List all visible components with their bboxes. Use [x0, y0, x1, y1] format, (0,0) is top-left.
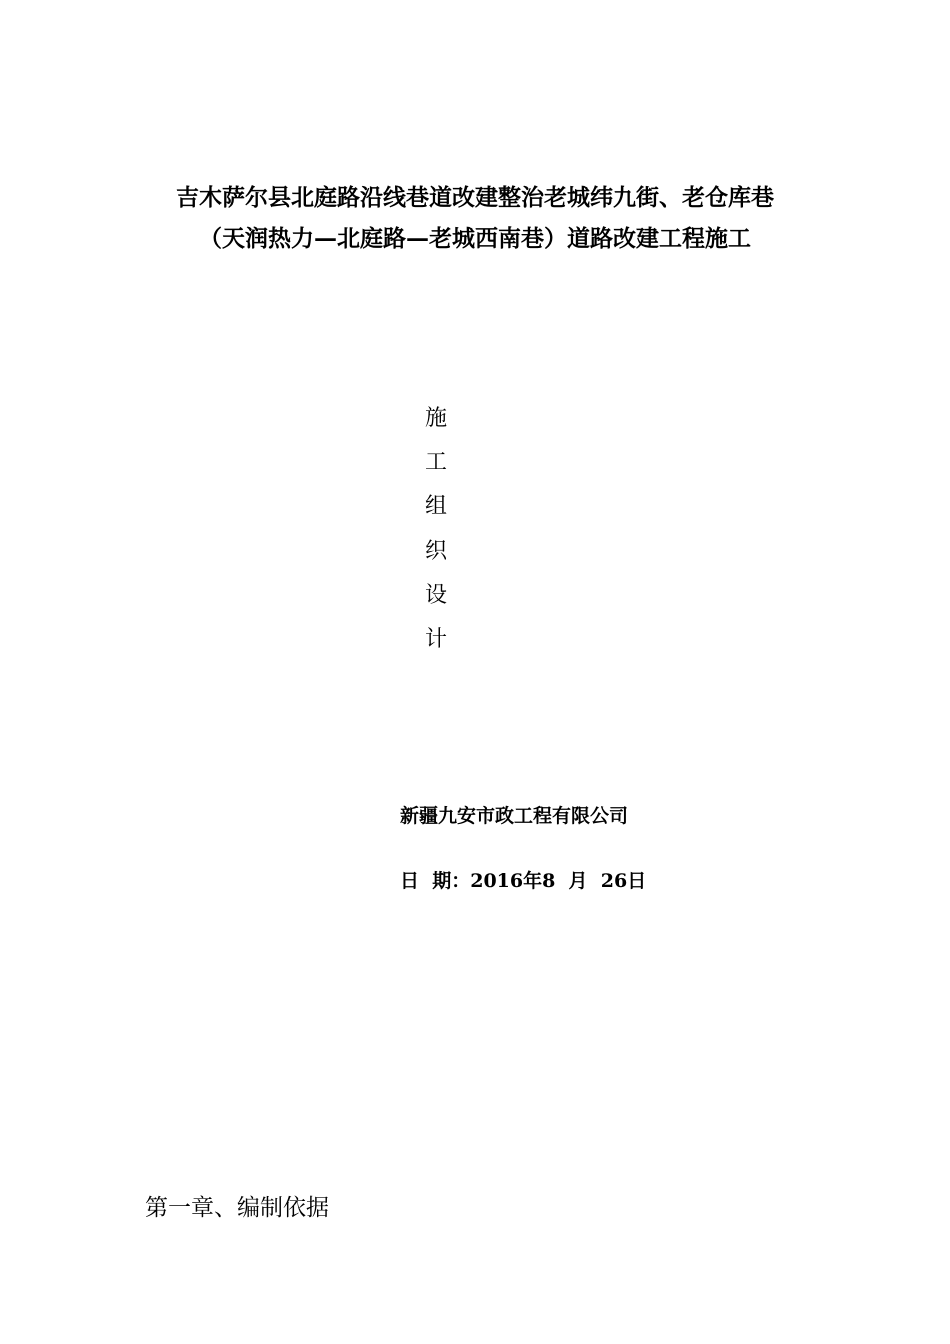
document-type-char: 工 [424, 450, 447, 475]
project-title-line-1: 吉木萨尔县北庭路沿线巷道改建整治老城纬九街、老仓库巷 [176, 184, 774, 211]
company-name: 新疆九安市政工程有限公司 [400, 805, 629, 827]
document-type-char: 施 [424, 406, 447, 431]
document-type-char: 设 [424, 583, 447, 608]
project-title-line-2: （天润热力—北庭路—老城西南巷）道路改建工程施工 [199, 225, 751, 252]
document-date: 日 期：2016年8 月 26日 [400, 870, 647, 892]
document-type-char: 计 [424, 627, 447, 652]
chapter-heading: 第一章、编制依据 [145, 1195, 329, 1221]
document-type-char: 组 [424, 494, 447, 519]
document-type-char: 织 [424, 539, 447, 564]
